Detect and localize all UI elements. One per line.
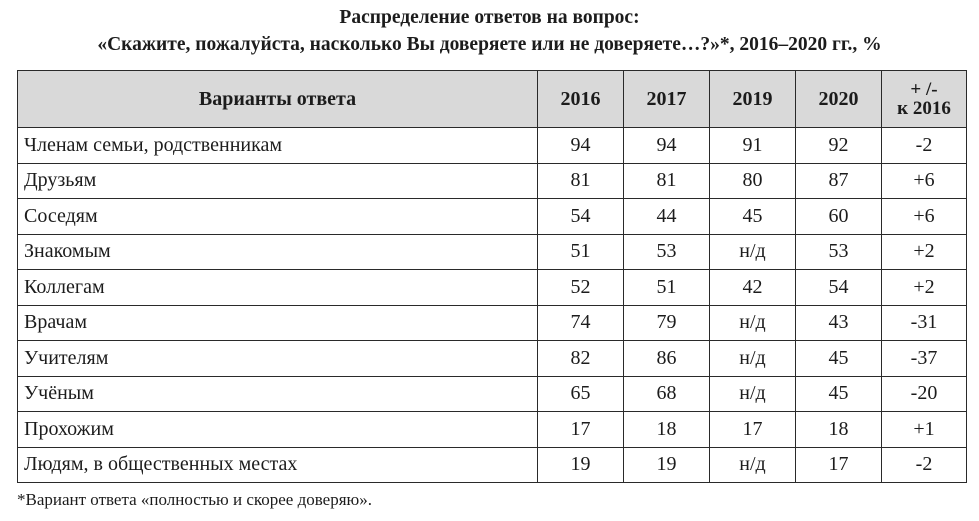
cell-year-2019: н/д xyxy=(710,447,796,483)
cell-year-2016: 19 xyxy=(538,447,624,483)
cell-year-2016: 17 xyxy=(538,412,624,448)
cell-change: +6 xyxy=(882,199,967,235)
cell-year-2016: 51 xyxy=(538,234,624,270)
cell-year-2020: 45 xyxy=(796,376,882,412)
row-label: Учёным xyxy=(18,376,538,412)
cell-change: -2 xyxy=(882,447,967,483)
row-label: Соседям xyxy=(18,199,538,235)
cell-year-2020: 54 xyxy=(796,270,882,306)
cell-year-2016: 54 xyxy=(538,199,624,235)
footnote: *Вариант ответа «полностью и скорее доверяю». xyxy=(17,490,372,509)
cell-year-2017: 44 xyxy=(624,199,710,235)
row-label: Коллегам xyxy=(18,270,538,306)
cell-year-2020: 17 xyxy=(796,447,882,483)
cell-year-2019: 91 xyxy=(710,128,796,164)
cell-change: +6 xyxy=(882,163,967,199)
cell-year-2020: 18 xyxy=(796,412,882,448)
header-change-vs-2016 xyxy=(882,71,967,128)
row-label: Друзьям xyxy=(18,163,538,199)
cell-year-2019: 42 xyxy=(710,270,796,306)
cell-year-2019: н/д xyxy=(710,305,796,341)
cell-year-2019: 45 xyxy=(710,199,796,235)
cell-year-2016: 81 xyxy=(538,163,624,199)
header-change-line-1: + /- xyxy=(910,79,938,100)
header-change-line-2: к 2016 xyxy=(897,98,951,119)
cell-year-2016: 74 xyxy=(538,305,624,341)
cell-year-2017: 81 xyxy=(624,163,710,199)
cell-year-2020: 60 xyxy=(796,199,882,235)
cell-change: -37 xyxy=(882,341,967,377)
cell-year-2020: 92 xyxy=(796,128,882,164)
header-year-2016: 2016 xyxy=(538,71,624,128)
table-row xyxy=(18,128,967,164)
cell-year-2019: н/д xyxy=(710,376,796,412)
cell-year-2020: 45 xyxy=(796,341,882,377)
table-title xyxy=(0,4,979,58)
row-label: Учителям xyxy=(18,341,538,377)
cell-year-2017: 51 xyxy=(624,270,710,306)
cell-year-2017: 53 xyxy=(624,234,710,270)
row-label: Членам семьи, родственникам xyxy=(18,128,538,164)
header-year-2019: 2019 xyxy=(710,71,796,128)
table-body xyxy=(18,128,967,483)
row-label: Людям, в общественных местах xyxy=(18,447,538,483)
cell-year-2017: 79 xyxy=(624,305,710,341)
table-row xyxy=(18,234,967,270)
table-row xyxy=(18,305,967,341)
cell-change: -2 xyxy=(882,128,967,164)
cell-year-2019: н/д xyxy=(710,341,796,377)
header-year-2017: 2017 xyxy=(624,71,710,128)
cell-change: +2 xyxy=(882,234,967,270)
title-line-1: Распределение ответов на вопрос: xyxy=(339,7,640,28)
cell-change: +2 xyxy=(882,270,967,306)
cell-year-2017: 86 xyxy=(624,341,710,377)
row-label: Врачам xyxy=(18,305,538,341)
table-row xyxy=(18,412,967,448)
row-label: Прохожим xyxy=(18,412,538,448)
cell-year-2017: 94 xyxy=(624,128,710,164)
table-row xyxy=(18,270,967,306)
table-row xyxy=(18,341,967,377)
cell-year-2020: 87 xyxy=(796,163,882,199)
cell-year-2020: 53 xyxy=(796,234,882,270)
title-line-2: «Скажите, пожалуйста, насколько Вы доверяете или не доверяете…?»*, 2016–2020 гг., % xyxy=(97,34,882,55)
cell-year-2019: 17 xyxy=(710,412,796,448)
row-label: Знакомым xyxy=(18,234,538,270)
header-row xyxy=(18,71,967,128)
table-row xyxy=(18,163,967,199)
cell-year-2020: 43 xyxy=(796,305,882,341)
cell-year-2016: 65 xyxy=(538,376,624,412)
cell-year-2019: н/д xyxy=(710,234,796,270)
cell-change: -31 xyxy=(882,305,967,341)
header-year-2020: 2020 xyxy=(796,71,882,128)
cell-year-2016: 52 xyxy=(538,270,624,306)
cell-year-2016: 82 xyxy=(538,341,624,377)
cell-year-2017: 18 xyxy=(624,412,710,448)
cell-year-2016: 94 xyxy=(538,128,624,164)
header-answer-options: Варианты ответа xyxy=(18,71,538,128)
cell-change: +1 xyxy=(882,412,967,448)
cell-year-2017: 68 xyxy=(624,376,710,412)
cell-year-2017: 19 xyxy=(624,447,710,483)
table-row xyxy=(18,376,967,412)
table-row xyxy=(18,447,967,483)
survey-table xyxy=(17,70,967,483)
cell-year-2019: 80 xyxy=(710,163,796,199)
cell-change: -20 xyxy=(882,376,967,412)
table-row xyxy=(18,199,967,235)
